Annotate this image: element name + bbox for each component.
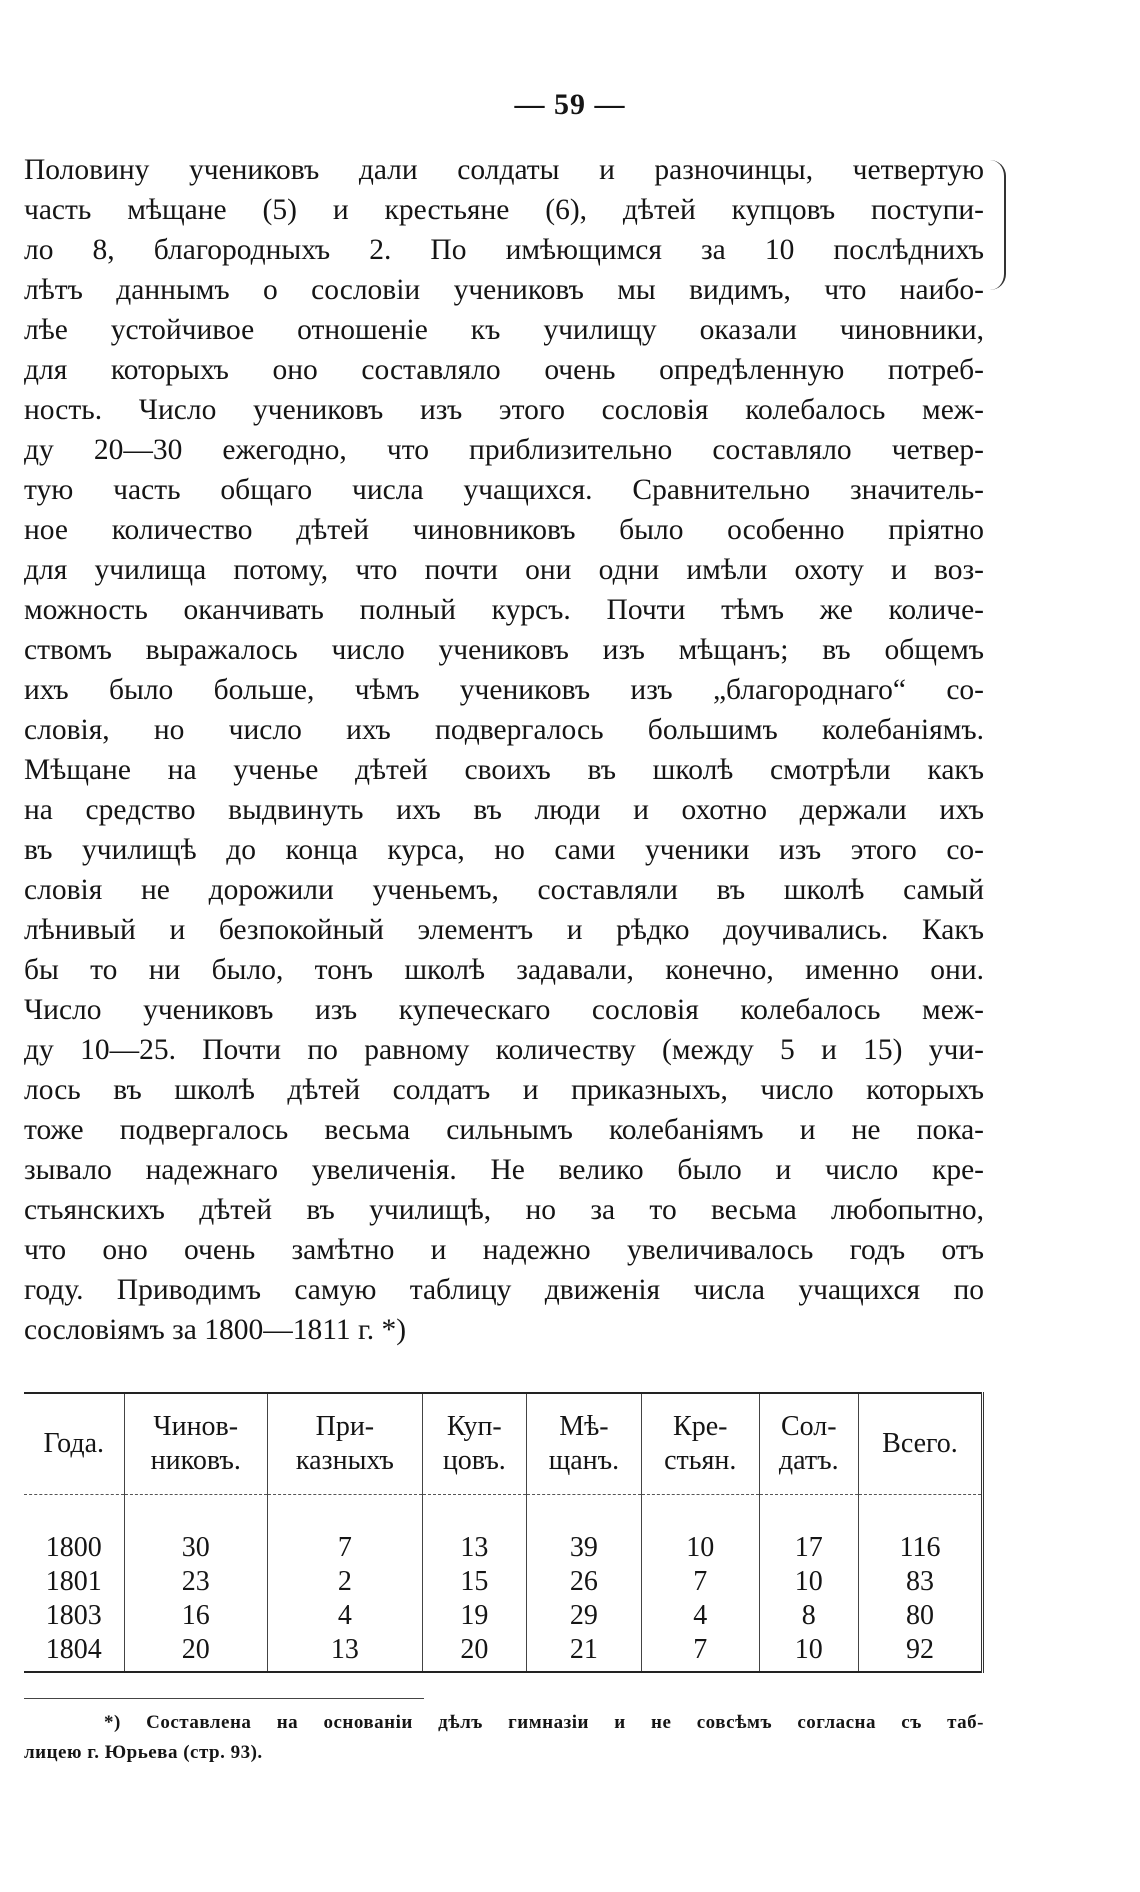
text-line: Число учениковъ изъ купеческаго сословія колебалось меж- xyxy=(24,994,984,1026)
table-cell: 21 xyxy=(526,1633,641,1672)
text-line: бы то ни было, тонъ школѣ задавали, конечно, именно они. xyxy=(24,954,984,986)
text-line: что оно очень замѣтно и надежно увеличивалось годъ отъ xyxy=(24,1234,984,1266)
text-line: тоже подвергалось весьма сильнымъ колебаніямъ и не пока- xyxy=(24,1114,984,1146)
body-text xyxy=(24,150,984,1350)
table-cell: 10 xyxy=(641,1495,759,1566)
text-line: ствомъ выражалось число учениковъ изъ мѣщанъ; въ общемъ xyxy=(24,634,984,666)
text-line: ду 10—25. Почти по равному количеству (между 5 и 15) учи- xyxy=(24,1034,984,1066)
text-line: ду 20—30 ежегодно, что приблизительно составляло четвер- xyxy=(24,434,984,466)
table-cell: 17 xyxy=(759,1495,858,1566)
table-cell: 30 xyxy=(124,1495,268,1566)
table-cell: 19 xyxy=(422,1599,526,1633)
table-cell: 116 xyxy=(858,1495,982,1566)
text-line: словія не дорожили ученьемъ, составляли въ школѣ самый xyxy=(24,874,984,906)
text-line: стьянскихъ дѣтей въ училищѣ, но за то весьма любопытно, xyxy=(24,1194,984,1226)
table-cell: 4 xyxy=(268,1599,423,1633)
footnote-line: лицею г. Юрьева (стр. 93). xyxy=(24,1742,263,1763)
table-row xyxy=(24,1495,983,1566)
table-cell: 8 xyxy=(759,1599,858,1633)
header-peasants: Кре- стьян. xyxy=(641,1393,759,1495)
text-line: ное количество дѣтей чиновниковъ было особенно пріятно xyxy=(24,514,984,546)
text-line: Мѣщане на ученье дѣтей своихъ въ школѣ смотрѣли какъ xyxy=(24,754,984,786)
table-cell: 29 xyxy=(526,1599,641,1633)
text-line: лось въ школѣ дѣтей солдатъ и приказныхъ, число которыхъ xyxy=(24,1074,984,1106)
text-line: сословіямъ за 1800—1811 г. *) xyxy=(24,1314,407,1346)
table-cell: 26 xyxy=(526,1565,641,1599)
table-cell: 10 xyxy=(759,1633,858,1672)
header-clerks: При- казныхъ xyxy=(268,1393,423,1495)
table-cell: 1800 xyxy=(45,1532,102,1563)
table-cell: 39 xyxy=(526,1495,641,1566)
table-cell: 1803 xyxy=(45,1600,102,1631)
footnote-line: *) Составлена на основаніи дѣлъ гимназіи и не совсѣмъ согласна съ таб- xyxy=(104,1712,984,1733)
header-soldiers: Сол- датъ. xyxy=(759,1393,858,1495)
header-total: Всего. xyxy=(858,1393,982,1495)
enrollment-table xyxy=(24,1392,984,1673)
text-line: ность. Число учениковъ изъ этого сословія колебалось меж- xyxy=(24,394,984,426)
table-cell: 10 xyxy=(759,1565,858,1599)
table-row xyxy=(24,1599,983,1633)
text-line: часть мѣщане (5) и крестьяне (6), дѣтей купцовъ поступи- xyxy=(24,194,984,226)
text-line: лѣтъ даннымъ о сословіи учениковъ мы видимъ, что наибо- xyxy=(24,274,984,306)
table-cell: 80 xyxy=(858,1599,982,1633)
text-line: лѣнивый и безпокойный элементъ и рѣдко доучивались. Какъ xyxy=(24,914,984,946)
table-row xyxy=(24,1633,983,1672)
table-cell: 13 xyxy=(422,1495,526,1566)
header-officials: Чинов- никовъ. xyxy=(124,1393,268,1495)
table-header-row xyxy=(24,1393,983,1495)
table-cell: 4 xyxy=(641,1599,759,1633)
table-cell: 13 xyxy=(268,1633,423,1672)
table-cell: 7 xyxy=(641,1633,759,1672)
text-line: на средство выдвинуть ихъ въ люди и охотно держали ихъ xyxy=(24,794,984,826)
header-merchants: Куп- цовъ. xyxy=(422,1393,526,1495)
footnote-divider xyxy=(24,1698,424,1699)
header-year: Года. xyxy=(24,1393,124,1495)
text-line: тую часть общаго числа учащихся. Сравнительно значитель- xyxy=(24,474,984,506)
text-line: лѣе устойчивое отношеніе къ училищу оказали чиновники, xyxy=(24,314,984,346)
text-line: Половину учениковъ дали солдаты и разночинцы, четвертую xyxy=(24,154,984,186)
text-line: для училища потому, что почти они одни имѣли охоту и воз- xyxy=(24,554,984,586)
text-line: словія, но число ихъ подвергалось большимъ колебаніямъ. xyxy=(24,714,984,746)
page-number: — 59 — xyxy=(514,88,626,121)
table-cell: 1801 xyxy=(45,1566,102,1597)
table-cell: 23 xyxy=(124,1565,268,1599)
table-cell: 83 xyxy=(858,1565,982,1599)
text-line: году. Приводимъ самую таблицу движенія числа учащихся по xyxy=(24,1274,984,1306)
table-cell: 92 xyxy=(858,1633,982,1672)
text-line: можность оканчивать полный курсъ. Почти тѣмъ же количе- xyxy=(24,594,984,626)
table-row xyxy=(24,1565,983,1599)
table-cell: 7 xyxy=(641,1565,759,1599)
text-line: ло 8, благородныхъ 2. По имѣющимся за 10 послѣднихъ xyxy=(24,234,984,266)
text-line: въ училищѣ до конца курса, но сами ученики изъ этого со- xyxy=(24,834,984,866)
table-cell: 2 xyxy=(268,1565,423,1599)
header-townspeople: Мѣ- щанъ. xyxy=(526,1393,641,1495)
table-cell: 1804 xyxy=(24,1633,124,1672)
margin-bracket-mark xyxy=(990,160,1006,290)
text-line: ихъ было больше, чѣмъ учениковъ изъ „благороднаго“ со- xyxy=(24,674,984,706)
enrollment-table-container xyxy=(24,1392,984,1673)
text-line: зывало надежнаго увеличенія. Не велико было и число кре- xyxy=(24,1154,984,1186)
footnote xyxy=(24,1708,984,1768)
text-line: для которыхъ оно составляло очень опредѣленную потреб- xyxy=(24,354,984,386)
table-cell: 15 xyxy=(422,1565,526,1599)
table-cell: 20 xyxy=(422,1633,526,1672)
table-cell: 20 xyxy=(124,1633,268,1672)
table-cell: 16 xyxy=(124,1599,268,1633)
table-cell: 7 xyxy=(268,1495,423,1566)
